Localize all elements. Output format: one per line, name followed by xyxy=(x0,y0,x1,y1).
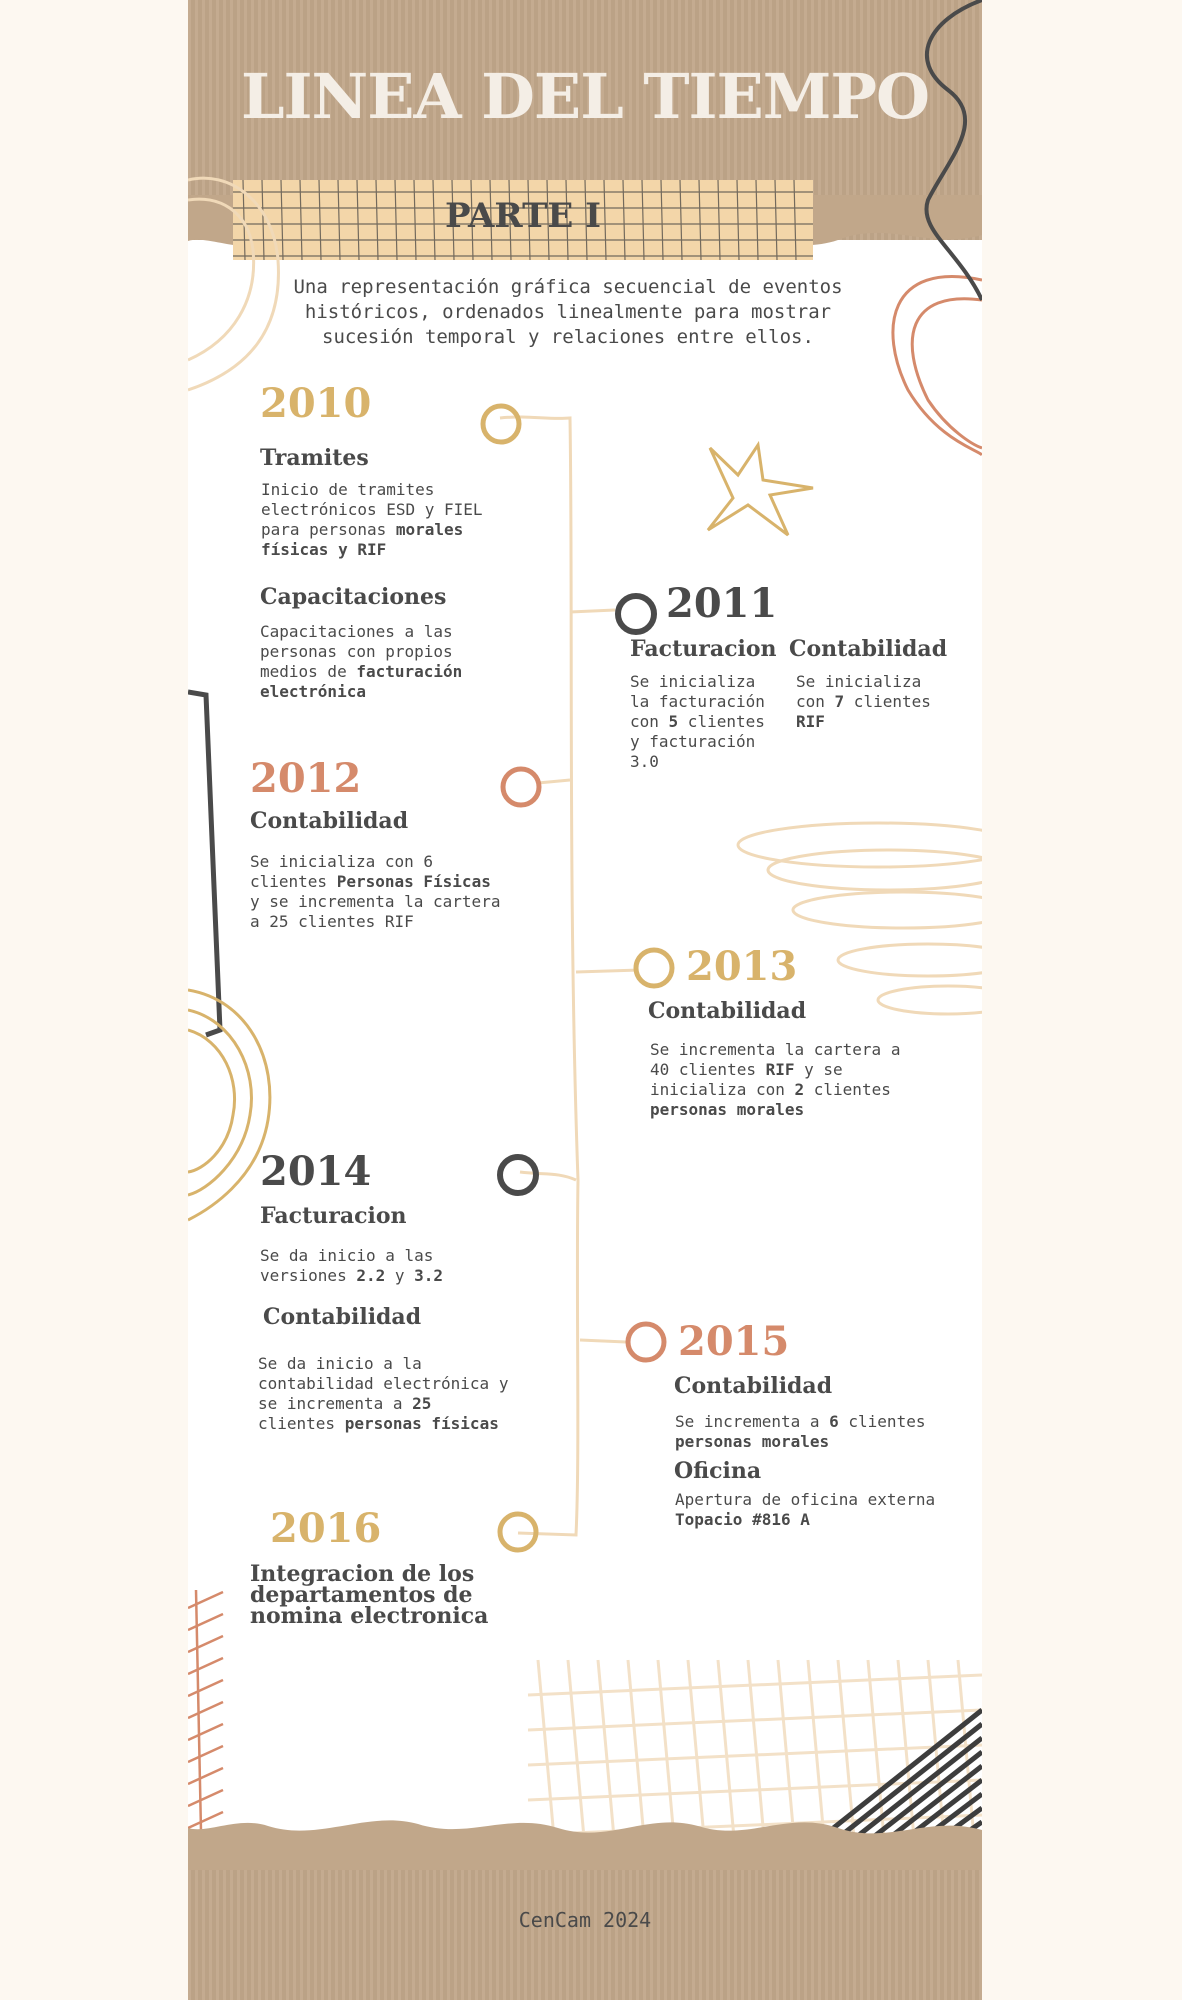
section-subtitle: PARTE I xyxy=(444,196,602,236)
footer-credit: CenCam 2024 xyxy=(518,1908,652,1932)
event-heading: Oficina xyxy=(674,1458,762,1484)
year-2014: 2014 xyxy=(260,1148,372,1195)
event-text: Se inicializa la facturación con 5 clientes y facturación 3.0 xyxy=(630,672,765,771)
event-text: Capacitaciones a las personas con propios medios de facturación electrónica xyxy=(260,622,463,701)
poster xyxy=(188,0,982,2000)
event-heading: Contabilidad xyxy=(674,1373,833,1399)
page-title: LINEA DEL TIEMPO xyxy=(240,60,930,133)
timeline-nodes xyxy=(188,0,982,2000)
timeline-node-2015 xyxy=(628,1324,664,1360)
event-text: Se inicializa con 6 clientes Personas Físicas y se incrementa la cartera a 25 clientes RIF xyxy=(250,852,501,931)
event-heading: Facturacion xyxy=(260,1203,407,1229)
event-text: Se incrementa a 6 clientes personas morales xyxy=(675,1412,926,1451)
event-heading: Contabilidad xyxy=(250,808,409,834)
timeline-node-2013 xyxy=(636,950,672,986)
timeline-node-2014 xyxy=(500,1157,536,1193)
event-text: Se da inicio a la contabilidad electrónica y se incrementa a 25 clientes personas físicas xyxy=(258,1354,509,1433)
intro-text: Una representación gráfica secuencial de eventos históricos, ordenados linealmente para mostrar sucesión temporal y relaciones entre ellos. xyxy=(293,276,843,348)
timeline-node-2011 xyxy=(618,596,654,632)
year-2011: 2011 xyxy=(666,580,778,627)
event-text: Inicio de tramites electrónicos ESD y FIEL para personas morales físicas y RIF xyxy=(261,480,483,559)
timeline-node-2010 xyxy=(483,406,519,442)
event-text: Se da inicio a las versiones 2.2 y 3.2 xyxy=(260,1246,444,1285)
event-text: Apertura de oficina externa Topacio #816 A xyxy=(675,1490,936,1529)
event-heading: Contabilidad xyxy=(789,636,948,662)
torn-paper-edge-bottom xyxy=(188,1800,982,1870)
event-heading: Facturacion xyxy=(630,636,777,662)
event-heading: Contabilidad xyxy=(263,1304,422,1330)
timeline-node-2012 xyxy=(503,769,539,805)
event-heading: Tramites xyxy=(260,445,369,471)
event-text: Se inicializa con 7 clientes RIF xyxy=(796,672,931,731)
event-heading: Capacitaciones xyxy=(260,584,447,610)
year-2016: 2016 xyxy=(270,1505,382,1552)
year-2012: 2012 xyxy=(250,755,362,802)
year-2010: 2010 xyxy=(260,380,372,427)
year-2015: 2015 xyxy=(678,1318,790,1365)
event-heading: Integracion de los departamentos de nomina electronica xyxy=(250,1561,489,1629)
timeline-node-2016 xyxy=(500,1514,536,1550)
event-text: Se incrementa la cartera a 40 clientes RIF y se inicializa con 2 clientes personas morales xyxy=(650,1040,901,1119)
event-heading: Contabilidad xyxy=(648,998,807,1024)
year-2013: 2013 xyxy=(686,943,798,990)
